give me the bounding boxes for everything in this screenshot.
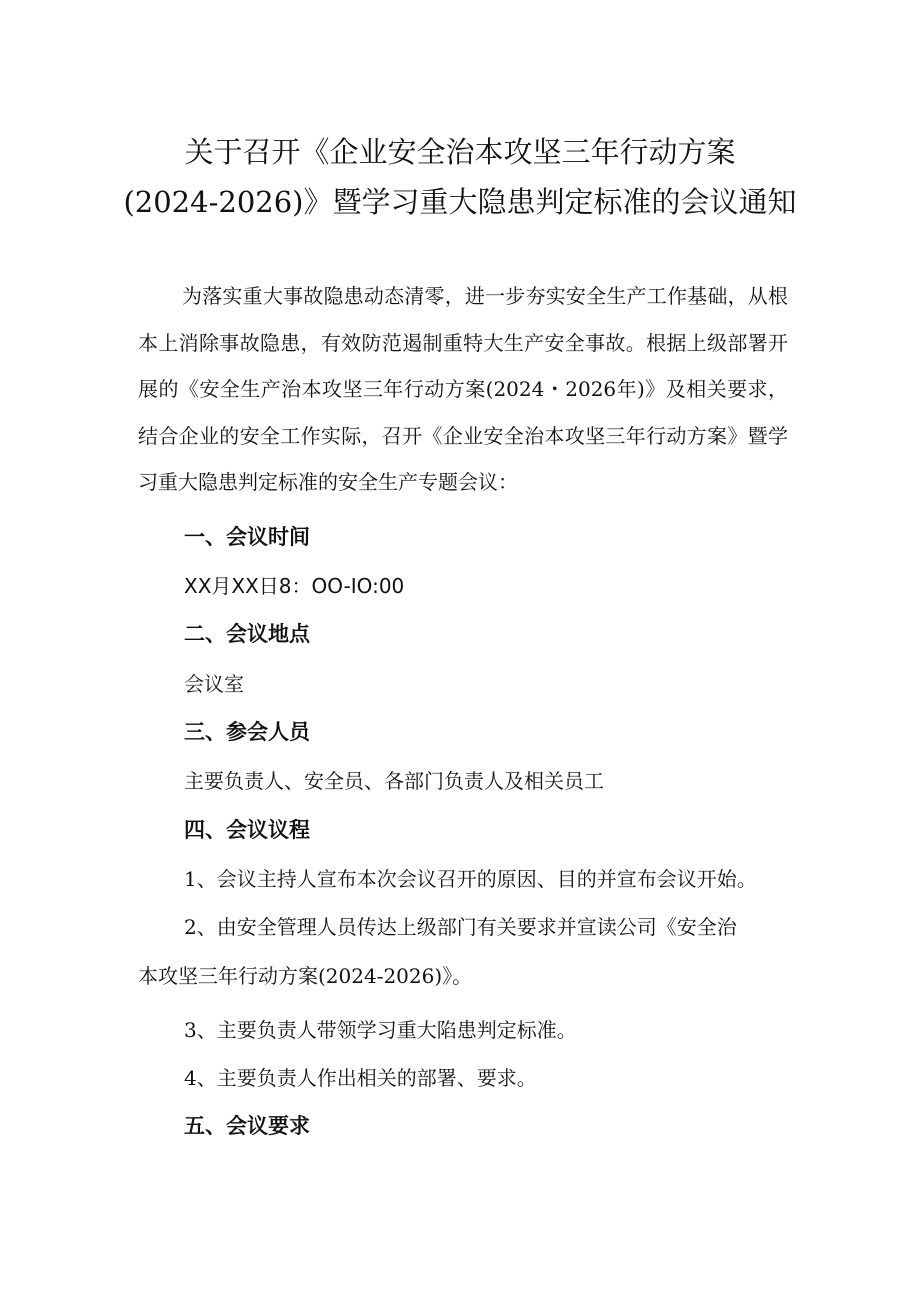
meeting-attendees-text: 主要负责人、安全员、各部门负责人及相关员工 — [184, 769, 604, 793]
section-heading-time: 一、会议时间 — [184, 525, 310, 549]
meeting-time-text: XX月XX日8：OO-IO:00 — [184, 574, 405, 598]
document-title-line-2: (2024-2026)》暨学习重大隐患判定标准的会议通知 — [123, 185, 797, 219]
section-heading-location: 二、会议地点 — [184, 622, 310, 646]
agenda-item: 1、会议主持人宣布本次会议召开的原因、目的并宣布会议开始。 — [184, 867, 757, 891]
agenda-item-continuation: 本攻坚三年行动方案(2024-2026)》。 — [138, 964, 473, 988]
section-heading-agenda: 四、会议议程 — [184, 818, 310, 842]
section-heading-requirements: 五、会议要求 — [184, 1114, 310, 1138]
intro-paragraph: 为落实重大事故隐患动态清零，进一步夯实安全生产工作基础，从根本上消除事故隐患，有效防范遏制重特大生产安全事故。根据上级部署开展的《安全生产治本攻坚三年行动方案(2024・2026年)》及相关要求，结合企业的安全工作实际，召开《企业安全治本攻坚三年行动方案》暨学习重大隐患判定标准的安全生产专题会议： — [138, 284, 788, 494]
section-heading-attendees: 三、参会人员 — [184, 720, 310, 744]
agenda-item: 3、主要负责人带领学习重大陷患判定标准。 — [184, 1018, 577, 1042]
agenda-item: 4、主要负责人作出相关的部署、要求。 — [184, 1066, 537, 1090]
document-title-line-1: 关于召开《企业安全治本攻坚三年行动方案 — [184, 135, 736, 169]
meeting-location-text: 会议室 — [184, 672, 244, 696]
agenda-item: 2、由安全管理人员传达上级部门有关要求并宣读公司《安全治 — [184, 915, 737, 939]
